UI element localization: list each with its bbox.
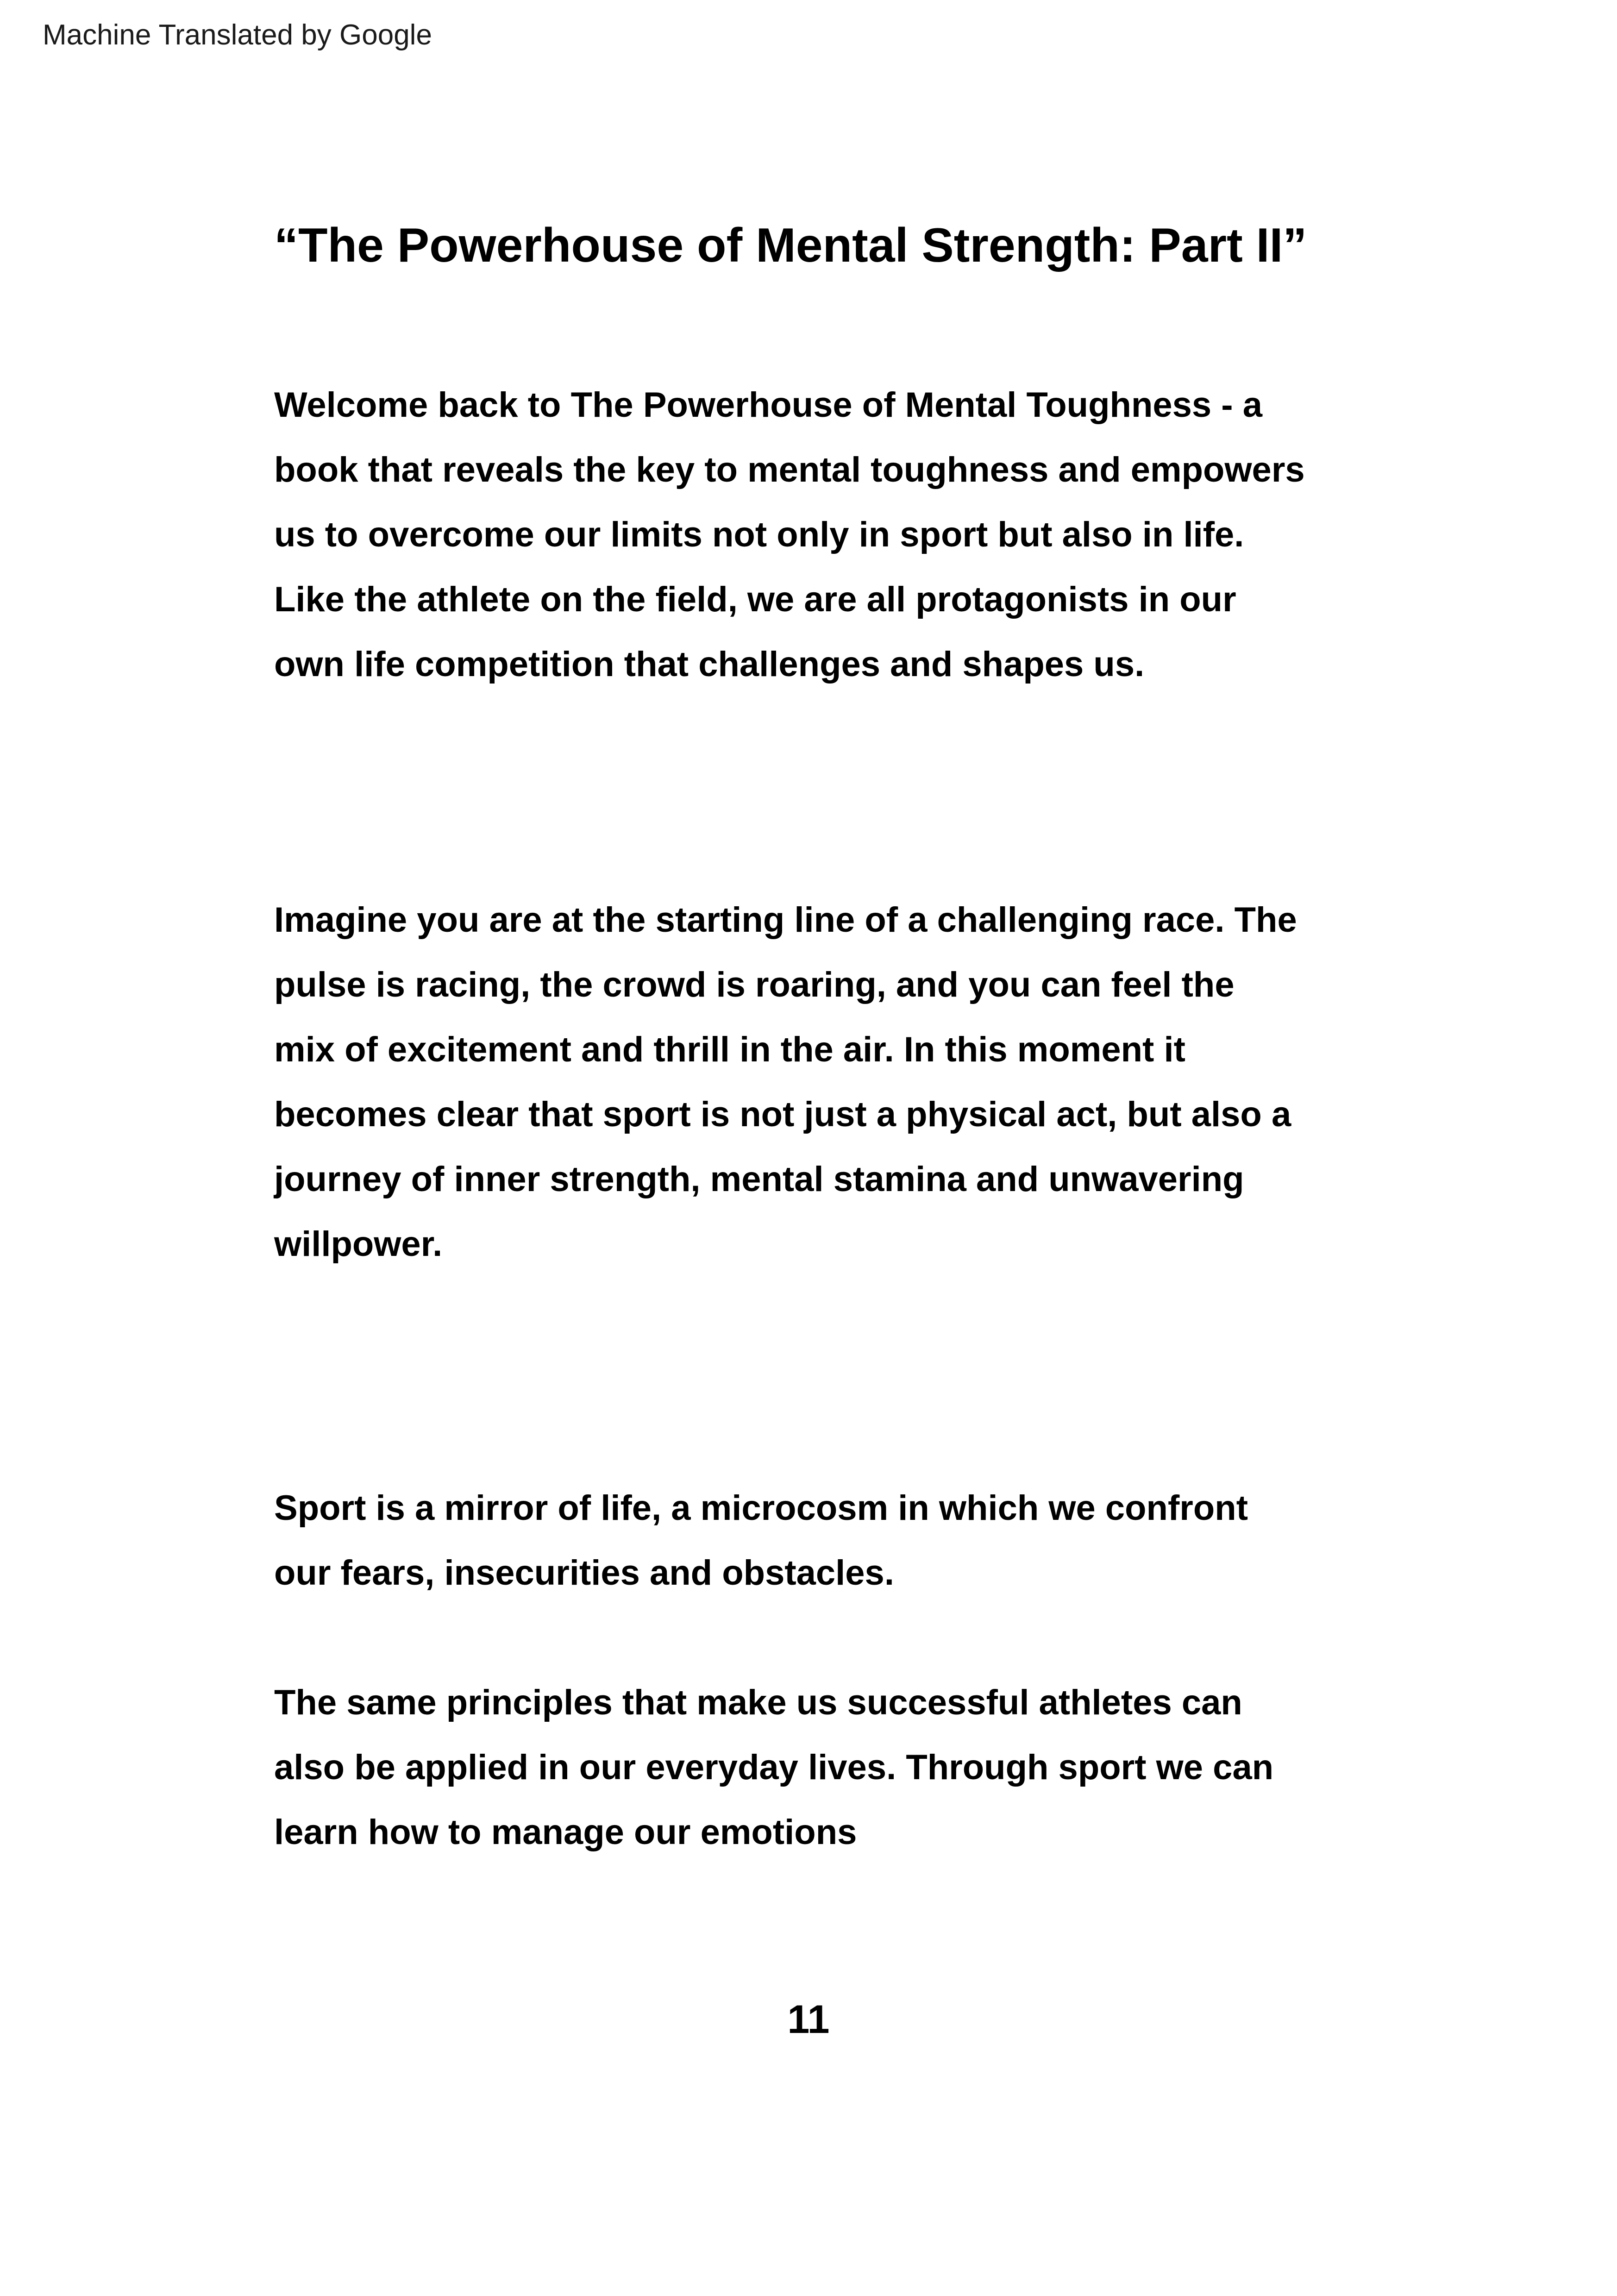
paragraph-line: us to overcome our limits not only in sport but also in life. [274,515,1244,554]
page-number: 11 [787,1997,830,2042]
page-title: “The Powerhouse of Mental Strength: Part II” [274,219,1307,272]
paragraph-line: book that reveals the key to mental toughness and empowers [274,450,1305,489]
paragraph-line: becomes clear that sport is not just a physical act, but also a [274,1095,1291,1134]
paragraph-line: mix of excitement and thrill in the air. In this moment it [274,1030,1185,1069]
paragraph-line: journey of inner strength, mental stamina and unwavering [274,1160,1244,1199]
paragraph-same-principles [274,1670,1273,1865]
paragraph-imagine [274,888,1297,1277]
paragraph-line: Welcome back to The Powerhouse of Mental Toughness - a [274,385,1262,425]
paragraph-line: also be applied in our everyday lives. Through sport we can [274,1748,1274,1787]
paragraph-line: own life competition that challenges and shapes us. [274,645,1145,684]
paragraph-line: pulse is racing, the crowd is roaring, and you can feel the [274,965,1235,1004]
paragraph-line: Sport is a mirror of life, a microcosm in which we confront [274,1488,1248,1528]
paragraph-sport-mirror [274,1476,1248,1606]
paragraph-welcome [274,373,1305,697]
paragraph-line: Like the athlete on the field, we are all protagonists in our [274,580,1236,619]
paragraph-line: The same principles that make us successful athletes can [274,1683,1242,1722]
machine-translation-watermark: Machine Translated by Google [43,19,432,51]
paragraph-line: Imagine you are at the starting line of a challenging race. The [274,900,1297,940]
paragraph-line: our fears, insecurities and obstacles. [274,1553,894,1593]
paragraph-line: willpower. [274,1224,443,1264]
paragraph-line: learn how to manage our emotions [274,1813,857,1852]
